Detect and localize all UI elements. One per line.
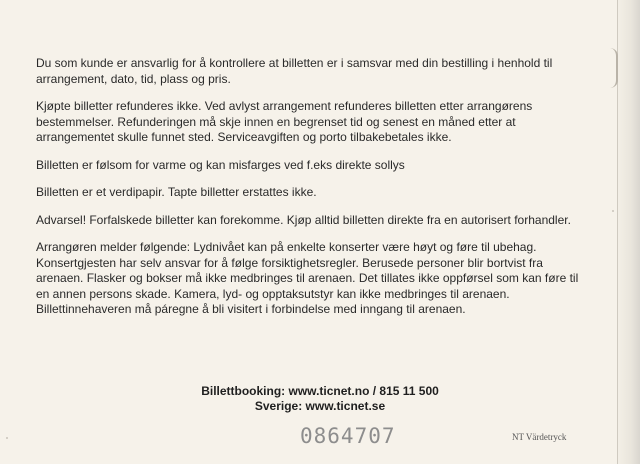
terms-paragraph-organizer: Arrangøren melder følgende: Lydnivået kan på enkelte konserter være høyt og føre til ubehag. Konsertgjesten har selv ansvar for å følge forsiktighetsregler. Berusede personer blir bortvist fra arenaen. Flasker og bokser må ikke medbringes til arenaen. Det tillates ikke oppførsel som kan føre til en annen persons skade. Kamera, lyd- og opptaksutstyr kan ikke medbringes til arenaen. Billettinnehaveren må páregne å bli visitert i forbindelse med inngang til arenaen. — [36, 240, 579, 316]
serial-number: 0864707 — [300, 424, 396, 448]
booking-info — [0, 384, 640, 414]
terms-paragraph-heat: Billetten er følsom for varme og kan misfarges ved f.eks direkte sollys — [36, 157, 405, 172]
printer-mark: NT Värdetryck — [512, 432, 567, 442]
terms-paragraph-value: Billetten er et verdipapir. Tapte billetter erstattes ikke. — [36, 185, 317, 199]
terms-text-block — [36, 56, 584, 328]
perforation-notch — [610, 48, 618, 88]
paper-speck — [6, 437, 8, 439]
terms-paragraph-responsibility: Du som kunde er ansvarlig for å kontrollere at billetten er i samsvar med din bestilling i henhold til arrangement, dato, tid, plass og pris. — [36, 56, 553, 86]
booking-line-sweden: Sverige: www.ticnet.se — [254, 399, 386, 413]
terms-paragraph-warning: Advarsel! Forfalskede billetter kan forekomme. Kjøp alltid billetten direkte fra en autorisert forhandler. — [36, 212, 571, 227]
booking-line-norway: Billettbooking: www.ticnet.no / 815 11 500 — [201, 384, 439, 398]
paper-speck — [612, 210, 614, 212]
terms-paragraph-refund: Kjøpte billetter refunderes ikke. Ved avlyst arrangement refunderes billetten etter arrangørens bestemmelser. Refunderingen må skje innen en begrenset tid og senest en måned etter at arrangementet skulle funnet sted. Serviceavgiften og porto tilbakebetales ikke. — [36, 99, 533, 144]
